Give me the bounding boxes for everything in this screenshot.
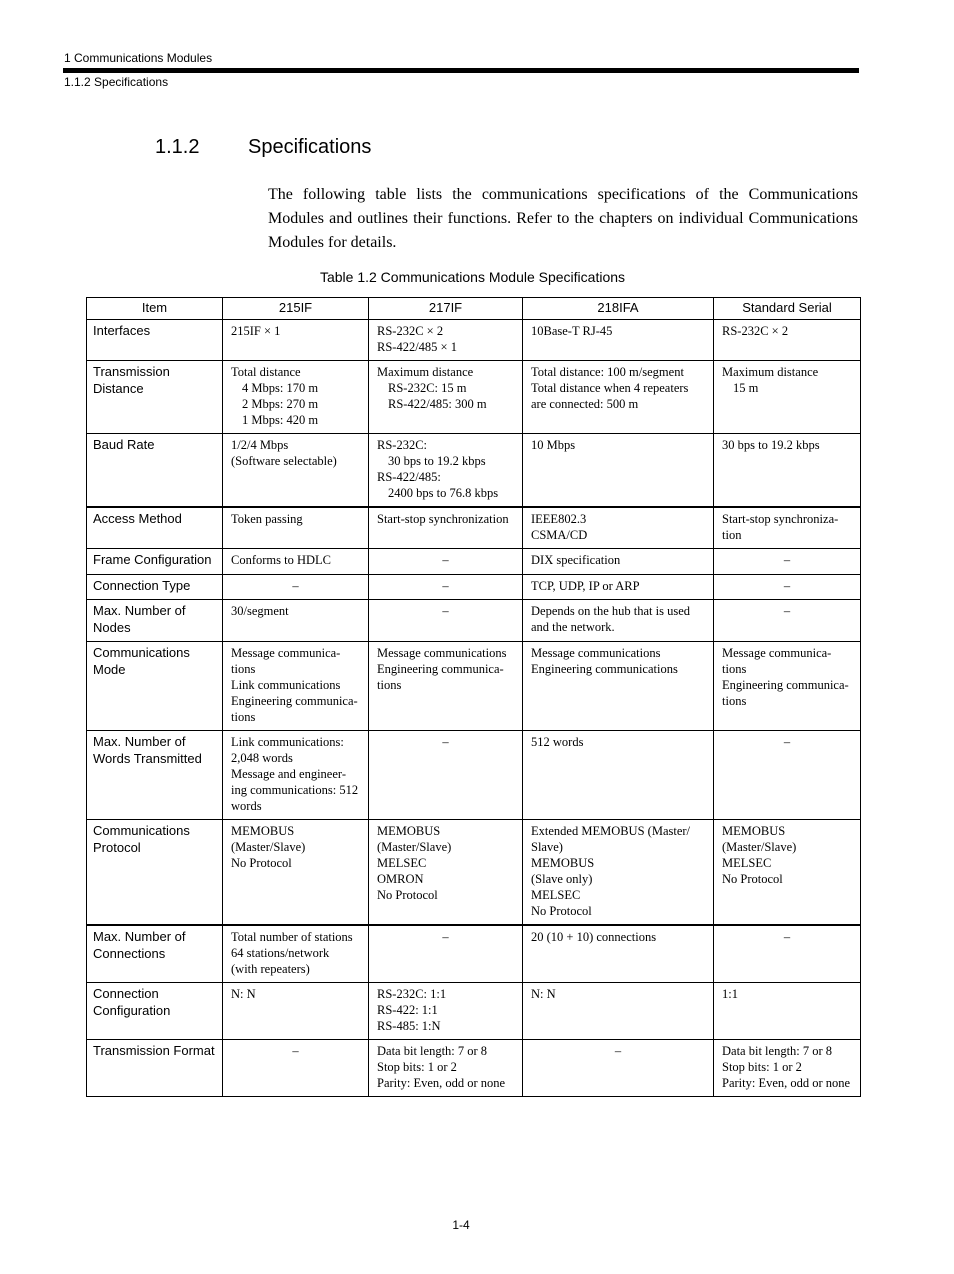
- item-label-line: Connection: [93, 986, 159, 1001]
- not-applicable-dash: –: [442, 930, 449, 944]
- item-label-line: Communications: [93, 645, 190, 660]
- item-label-line: Max. Number of: [93, 929, 186, 944]
- spec-cell: [369, 320, 523, 361]
- not-applicable-dash: –: [783, 604, 791, 618]
- row-item-label: [87, 925, 223, 983]
- spec-cell: [223, 642, 369, 731]
- spec-cell: [523, 642, 714, 731]
- spec-cell: [369, 925, 523, 983]
- spec-cell: [223, 507, 369, 549]
- spec-line: Maximum distance: [377, 365, 474, 379]
- row-item-label: [87, 434, 223, 508]
- row-item-label: [87, 507, 223, 549]
- not-applicable-dash: –: [783, 930, 791, 944]
- column-header: 215IF: [223, 298, 369, 320]
- spec-cell: [714, 507, 861, 549]
- spec-line: RS-422/485 × 1: [377, 340, 457, 354]
- table-row: [87, 434, 861, 508]
- spec-cell: [714, 361, 861, 434]
- spec-cell: [523, 1040, 714, 1097]
- spec-cell: [714, 434, 861, 508]
- spec-line: Data bit length: 7 or 8: [722, 1044, 833, 1058]
- spec-line: Engineering communica-: [231, 694, 358, 708]
- table-row: [87, 925, 861, 983]
- spec-line: IEEE802.3: [531, 512, 587, 526]
- spec-line: 2,048 words: [231, 751, 293, 765]
- table-row: [87, 574, 861, 600]
- spec-line: RS-422/485:: [377, 470, 441, 484]
- spec-line: Total number of stations: [231, 930, 353, 944]
- item-label-line: Max. Number of: [93, 603, 186, 618]
- running-header-chapter: 1 Communications Modules: [64, 51, 213, 65]
- item-label-line: Baud Rate: [93, 437, 155, 452]
- spec-line: 30 bps to 19.2 kbps: [388, 454, 486, 468]
- spec-line: Maximum distance: [722, 365, 819, 379]
- spec-cell: [714, 600, 861, 642]
- spec-cell: [714, 983, 861, 1040]
- page-number: 1-4: [452, 1218, 470, 1232]
- column-header: Item: [87, 298, 223, 320]
- spec-cell: [523, 549, 714, 575]
- not-applicable-dash: –: [783, 578, 791, 593]
- item-label-line: Transmission Format: [93, 1043, 215, 1058]
- spec-cell: [369, 361, 523, 434]
- spec-cell: [369, 434, 523, 508]
- not-applicable-dash: –: [292, 578, 299, 593]
- spec-cell: [523, 925, 714, 983]
- item-label-line: Mode: [93, 661, 126, 677]
- item-label-line: Distance: [93, 380, 144, 396]
- spec-line: 10Base-T RJ-45: [531, 324, 613, 338]
- spec-cell: [714, 1040, 861, 1097]
- spec-line: Parity: Even, odd or none: [722, 1076, 851, 1090]
- table-row: [87, 507, 861, 549]
- spec-cell: [223, 549, 369, 575]
- item-label-line: Nodes: [93, 619, 131, 635]
- spec-line: Parity: Even, odd or none: [377, 1076, 506, 1090]
- row-item-label: [87, 574, 223, 600]
- spec-cell: [223, 320, 369, 361]
- spec-cell: [369, 1040, 523, 1097]
- spec-cell: [523, 820, 714, 926]
- spec-cell: [523, 731, 714, 820]
- spec-line: tions: [231, 710, 256, 724]
- row-item-label: [87, 642, 223, 731]
- spec-line: tions: [722, 694, 747, 708]
- table-row: [87, 320, 861, 361]
- row-item-label: [87, 361, 223, 434]
- spec-line: MEMOBUS: [231, 824, 295, 838]
- spec-line: No Protocol: [531, 904, 592, 918]
- row-item-label: [87, 549, 223, 575]
- spec-cell: [223, 925, 369, 983]
- spec-cell: [523, 434, 714, 508]
- spec-line: Message and engineer-: [231, 767, 346, 781]
- column-header: Standard Serial: [714, 298, 861, 320]
- spec-line: Start-stop synchronization: [377, 512, 509, 526]
- spec-line: (Slave only): [531, 872, 593, 886]
- not-applicable-dash: –: [442, 553, 449, 567]
- spec-line: N: N: [531, 987, 556, 1001]
- item-label-line: Connection Type: [93, 577, 191, 593]
- spec-line: Message communications: [531, 646, 661, 660]
- spec-line: MELSEC: [722, 856, 772, 870]
- not-applicable-dash: –: [292, 1044, 299, 1058]
- spec-cell: [523, 361, 714, 434]
- item-label-line: Connections: [93, 945, 166, 961]
- spec-cell: [369, 507, 523, 549]
- spec-line: Engineering communica-: [377, 662, 504, 676]
- spec-line: Stop bits: 1 or 2: [722, 1060, 802, 1074]
- spec-line: 30/segment: [231, 604, 289, 618]
- not-applicable-dash: –: [442, 578, 449, 593]
- spec-line: 4 Mbps: 170 m: [242, 381, 319, 395]
- table-row: [87, 1040, 861, 1097]
- spec-cell: [223, 983, 369, 1040]
- spec-line: 2400 bps to 76.8 kbps: [388, 486, 499, 500]
- spec-cell: [714, 820, 861, 926]
- table-row: [87, 820, 861, 926]
- spec-cell: [523, 507, 714, 549]
- spec-line: RS-422/485: 300 m: [388, 397, 487, 411]
- spec-cell: [369, 983, 523, 1040]
- spec-line: tions: [231, 662, 256, 676]
- table-caption: Table 1.2 Communications Module Specifications: [319, 269, 626, 285]
- spec-line: Link communications:: [231, 735, 344, 749]
- spec-line: Message communica-: [231, 646, 341, 660]
- spec-line: tions: [377, 678, 402, 692]
- spec-line: RS-232C × 2: [722, 324, 789, 338]
- spec-line: and the network.: [531, 620, 615, 634]
- spec-line: Engineering communica-: [722, 678, 849, 692]
- spec-cell: [714, 925, 861, 983]
- running-header-section: 1.1.2 Specifications: [64, 75, 169, 89]
- spec-cell: [523, 574, 714, 600]
- spec-line: TCP, UDP, IP or ARP: [531, 578, 640, 593]
- spec-line: MELSEC: [531, 888, 581, 902]
- row-item-label: [87, 1040, 223, 1097]
- spec-line: Data bit length: 7 or 8: [377, 1044, 488, 1058]
- spec-line: 215IF × 1: [231, 324, 281, 338]
- item-label-line: Configuration: [93, 1002, 171, 1018]
- spec-line: CSMA/CD: [531, 528, 588, 542]
- spec-cell: [714, 320, 861, 361]
- row-item-label: [87, 983, 223, 1040]
- not-applicable-dash: –: [442, 604, 449, 618]
- spec-line: 20 (10 + 10) connections: [531, 930, 657, 944]
- item-label-line: Transmission: [93, 364, 170, 379]
- spec-line: words: [231, 799, 262, 813]
- spec-line: Conforms to HDLC: [231, 553, 331, 567]
- spec-line: (Master/Slave): [722, 840, 797, 854]
- spec-line: Depends on the hub that is used: [531, 604, 691, 618]
- spec-line: MEMOBUS: [722, 824, 786, 838]
- item-label-line: Frame Configuration: [93, 552, 212, 567]
- spec-line: 512 words: [531, 735, 584, 749]
- spec-cell: [714, 549, 861, 575]
- spec-line: DIX specification: [531, 553, 621, 567]
- table-body: [87, 320, 861, 1097]
- section-number: 1.1.2: [155, 136, 200, 158]
- spec-line: RS-422: 1:1: [377, 1003, 438, 1017]
- spec-line: Stop bits: 1 or 2: [377, 1060, 457, 1074]
- spec-line: 1/2/4 Mbps: [231, 438, 289, 452]
- spec-cell: [369, 731, 523, 820]
- not-applicable-dash: –: [783, 735, 791, 749]
- section-title: Specifications: [248, 136, 372, 158]
- table-row: [87, 549, 861, 575]
- table-header-row: [87, 298, 861, 320]
- spec-line: (with repeaters): [231, 962, 310, 976]
- spec-cell: [223, 731, 369, 820]
- spec-cell: [369, 600, 523, 642]
- not-applicable-dash: –: [442, 735, 449, 749]
- spec-line: 15 m: [733, 381, 759, 395]
- spec-line: Engineering communications: [531, 662, 678, 676]
- item-label-line: Words Transmitted: [93, 750, 202, 766]
- spec-line: RS-485: 1:N: [377, 1019, 441, 1033]
- spec-line: 1:1: [722, 987, 738, 1001]
- spec-line: No Protocol: [377, 888, 438, 902]
- spec-cell: [223, 434, 369, 508]
- spec-line: (Software selectable): [231, 454, 337, 468]
- specifications-table: [86, 297, 861, 1097]
- spec-line: MELSEC: [377, 856, 427, 870]
- spec-line: MEMOBUS: [531, 856, 595, 870]
- item-label-line: Interfaces: [93, 323, 151, 338]
- spec-cell: [523, 320, 714, 361]
- table-row: [87, 361, 861, 434]
- spec-line: Slave): [531, 840, 563, 854]
- spec-cell: [369, 642, 523, 731]
- not-applicable-dash: –: [783, 553, 791, 567]
- spec-line: No Protocol: [231, 856, 292, 870]
- spec-line: Total distance: 100 m/segment: [531, 365, 684, 379]
- spec-line: ing communications: 512: [231, 783, 359, 797]
- spec-line: OMRON: [377, 872, 424, 886]
- spec-line: Token passing: [231, 512, 303, 526]
- spec-line: No Protocol: [722, 872, 783, 886]
- spec-line: N: N: [231, 987, 256, 1001]
- not-applicable-dash: –: [614, 1044, 622, 1058]
- spec-line: RS-232C: 1:1: [377, 987, 447, 1001]
- spec-line: RS-232C: 15 m: [388, 381, 467, 395]
- spec-line: Message communications: [377, 646, 507, 660]
- row-item-label: [87, 600, 223, 642]
- table-row: [87, 983, 861, 1040]
- spec-line: 64 stations/network: [231, 946, 330, 960]
- intro-paragraph: The following table lists the communications specifications of the Communications Modules and outlines their functions. Refer to the chapters on individual Communications Modules for details.: [268, 186, 858, 251]
- row-item-label: [87, 320, 223, 361]
- item-label-line: Access Method: [93, 511, 182, 526]
- spec-line: tion: [722, 528, 742, 542]
- spec-line: Link communications: [231, 678, 341, 692]
- spec-cell: [714, 731, 861, 820]
- spec-cell: [523, 983, 714, 1040]
- spec-line: 2 Mbps: 270 m: [242, 397, 319, 411]
- spec-cell: [369, 574, 523, 600]
- spec-line: Message communica-: [722, 646, 832, 660]
- spec-line: 30 bps to 19.2 kbps: [722, 438, 820, 452]
- spec-cell: [223, 820, 369, 926]
- spec-line: (Master/Slave): [377, 840, 452, 854]
- spec-cell: [223, 600, 369, 642]
- spec-line: Extended MEMOBUS (Master/: [531, 824, 691, 838]
- spec-line: 10 Mbps: [531, 438, 576, 452]
- column-header: 218IFA: [523, 298, 714, 320]
- spec-cell: [223, 1040, 369, 1097]
- spec-line: Start-stop synchroniza-: [722, 512, 839, 526]
- spec-cell: [369, 820, 523, 926]
- spec-line: RS-232C:: [377, 438, 428, 452]
- spec-cell: [523, 600, 714, 642]
- item-label-line: Max. Number of: [93, 734, 186, 749]
- table-row: [87, 600, 861, 642]
- spec-line: are connected: 500 m: [531, 397, 639, 411]
- header-rule: [63, 68, 859, 73]
- column-header: 217IF: [369, 298, 523, 320]
- spec-cell: [223, 574, 369, 600]
- spec-cell: [223, 361, 369, 434]
- spec-line: (Master/Slave): [231, 840, 306, 854]
- spec-line: RS-232C × 2: [377, 324, 444, 338]
- spec-line: Total distance when 4 repeaters: [531, 381, 689, 395]
- item-label-line: Protocol: [93, 839, 141, 855]
- spec-line: MEMOBUS: [377, 824, 441, 838]
- spec-cell: [369, 549, 523, 575]
- table-row: [87, 731, 861, 820]
- row-item-label: [87, 731, 223, 820]
- spec-cell: [714, 574, 861, 600]
- spec-line: tions: [722, 662, 747, 676]
- row-item-label: [87, 820, 223, 926]
- table-row: [87, 642, 861, 731]
- spec-line: 1 Mbps: 420 m: [242, 413, 319, 427]
- spec-cell: [714, 642, 861, 731]
- spec-line: Total distance: [231, 365, 301, 379]
- item-label-line: Communications: [93, 823, 190, 838]
